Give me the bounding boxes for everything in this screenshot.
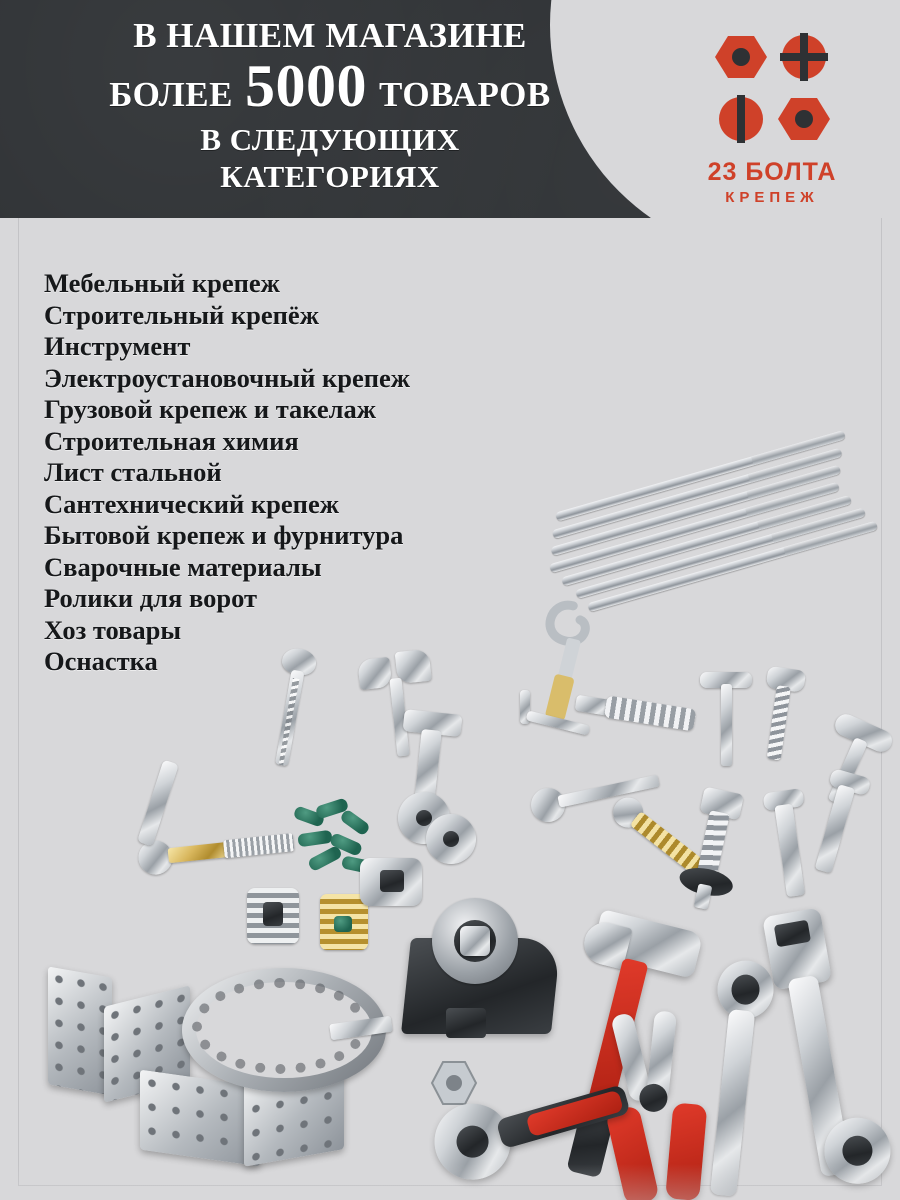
carriage-bolt-image: [136, 820, 300, 880]
list-item: Сварочные материалы: [44, 551, 322, 582]
list-item: Ролики для ворот: [44, 583, 257, 613]
list-item: Сантехнический крепеж: [44, 488, 339, 519]
socket-wrench-image: [819, 1113, 898, 1194]
headline-suffix: ТОВАРОВ: [378, 75, 551, 114]
list-item: Грузовой крепеж и такелаж: [44, 394, 377, 424]
headline-line-3: В СЛЕДУЮЩИХ: [200, 122, 460, 157]
perforated-mounting-tape-image: [182, 962, 392, 1082]
headline-product-count: 5000: [244, 53, 367, 119]
furniture-confirmat-screw-image: [395, 709, 464, 805]
bolt-head-icon: [719, 95, 763, 143]
circle-bolt-icon: [780, 33, 828, 81]
logo-marks: [710, 30, 834, 146]
list-item: Мебельный крепеж: [44, 268, 280, 298]
headline: [0, 16, 660, 195]
headline-line-4: КАТЕГОРИЯХ: [220, 159, 440, 194]
logo-tagline: КРЕПЕЖ: [725, 189, 819, 206]
list-item: Лист стальной: [44, 457, 222, 487]
headline-line-2: [0, 53, 660, 121]
threaded-insert-image: [243, 880, 303, 950]
logo-icon-group: [710, 30, 834, 146]
roofing-nail-image: [700, 672, 752, 768]
pan-head-screw-image: [752, 665, 810, 763]
list-item: Строительный крепёж: [44, 299, 319, 330]
list-item: Бытовой крепеж и фурнитура: [44, 520, 404, 550]
header-band: [0, 0, 900, 218]
brand-logo: [682, 30, 862, 206]
list-item: Оснастка: [44, 646, 158, 676]
list-item: Строительная химия: [44, 425, 299, 456]
headline-prefix: БОЛЕЕ: [109, 75, 233, 114]
list-item: Электроустановочный крепеж: [44, 362, 410, 393]
list-item: Инструмент: [44, 331, 191, 361]
list-item: Хоз товары: [44, 614, 182, 645]
logo-brand-name: 23 БОЛТА: [707, 158, 837, 186]
hex-bolt-icon: [778, 98, 830, 140]
headline-line-1: В НАШЕМ МАГАЗИНЕ: [133, 16, 527, 55]
steel-cup-washer-image: [398, 792, 476, 868]
hex-nut-icon: [715, 36, 767, 78]
